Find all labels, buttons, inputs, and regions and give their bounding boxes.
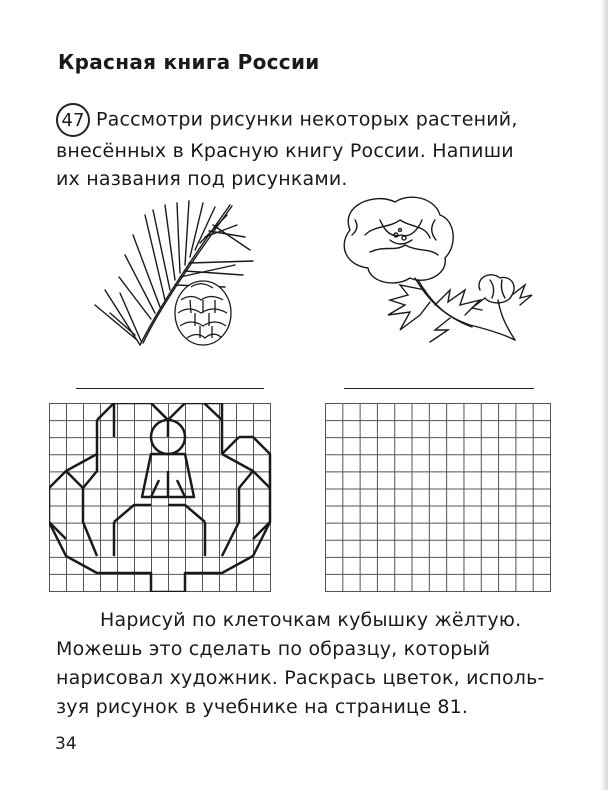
answer-line-left[interactable] [76, 388, 264, 389]
page-edge [600, 0, 608, 790]
peony-flower-illustration [330, 190, 535, 350]
task-number-badge: 47 [56, 103, 90, 137]
task-text-2: внесённых в Красную книгу России. Напиши [56, 140, 514, 162]
section-title: Красная книга России [58, 50, 320, 74]
empty-drawing-grid[interactable] [325, 403, 551, 592]
instruction-line-4: зуя рисунок в учебнике на странице 81. [56, 696, 469, 718]
instruction-line-1: Нарисуй по клеточкам кубышку жёлтую. [100, 609, 522, 631]
page-number: 34 [55, 734, 77, 754]
pine-branch-illustration [85, 195, 260, 350]
task-text-1: Рассмотри рисунки некоторых растений, [96, 108, 518, 131]
task-47 [56, 103, 556, 193]
task-line-1 [56, 103, 556, 137]
grid-lines [325, 403, 551, 592]
instruction-line-2: Можешь это сделать по образцу, который [56, 638, 491, 660]
sample-drawing-grid [49, 403, 289, 592]
instruction-line-3: нарисовал художник. Раскрась цветок, исполь- [56, 667, 545, 689]
answer-line-right[interactable] [344, 388, 534, 389]
task-text-3: их названия под рисунками. [56, 168, 348, 190]
drawing-instruction [56, 606, 552, 722]
